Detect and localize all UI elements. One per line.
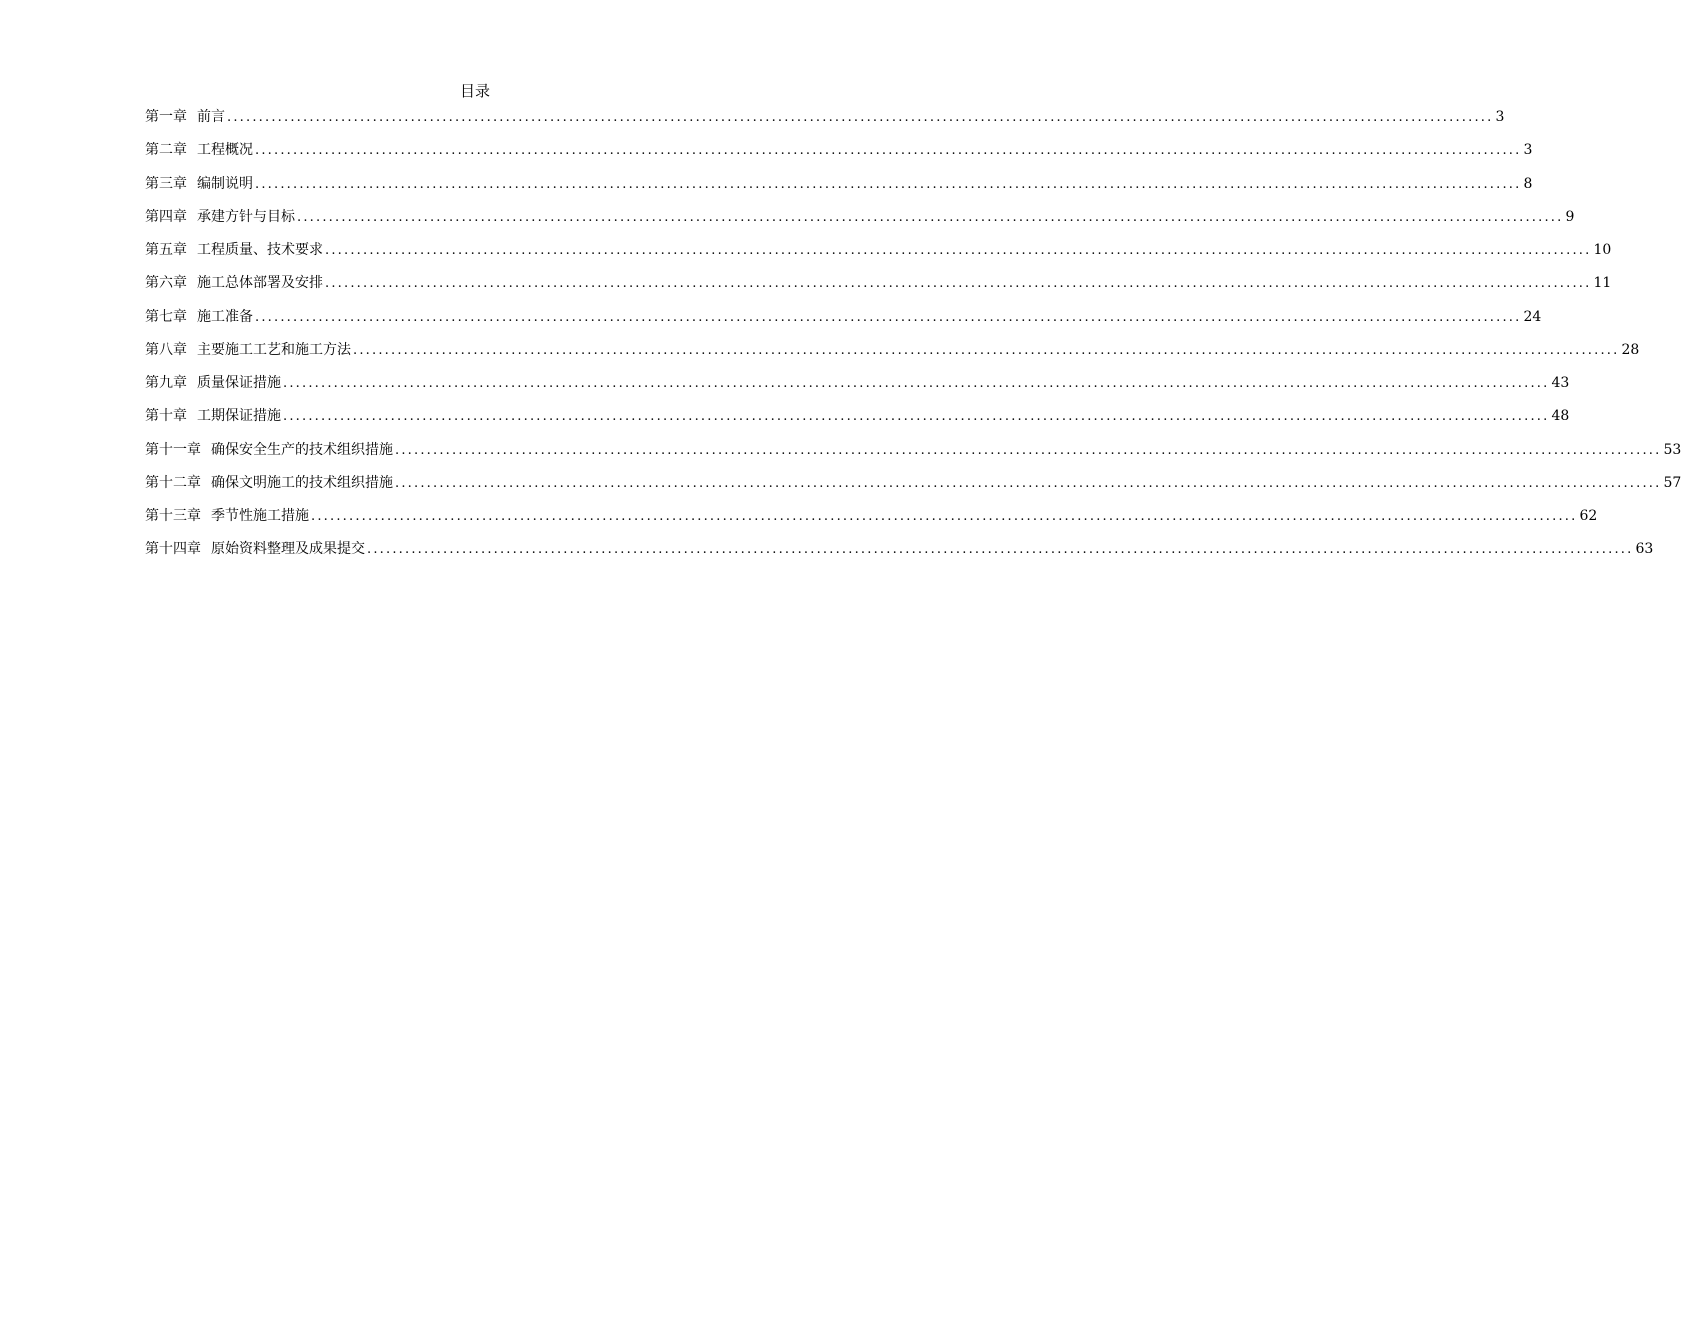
toc-page-number: 9 bbox=[1565, 208, 1575, 225]
toc-chapter-number: 第五章 bbox=[145, 242, 187, 258]
toc-chapter-number: 第十四章 bbox=[145, 541, 201, 558]
toc-dot-leader: ........................................................................................................................................................................................................ bbox=[395, 475, 1662, 491]
toc-entry[interactable] bbox=[145, 206, 1575, 239]
toc-dot-leader: ........................................................................................................................................................................................................ bbox=[311, 509, 1578, 524]
toc-entry[interactable] bbox=[145, 339, 1640, 372]
toc-chapter-title: 季节性施工措施 bbox=[211, 508, 309, 524]
toc-page-number: 8 bbox=[1523, 175, 1533, 192]
toc-page-number: 48 bbox=[1551, 408, 1570, 425]
toc-entry[interactable] bbox=[145, 439, 1681, 472]
toc-dot-leader: ........................................................................................................................................................................................................ bbox=[297, 209, 1564, 225]
toc-entry[interactable] bbox=[145, 173, 1533, 206]
toc-chapter-title: 前言 bbox=[197, 109, 225, 125]
toc-page-number: 43 bbox=[1551, 375, 1570, 391]
toc-entry[interactable] bbox=[145, 272, 1612, 305]
toc-chapter-number: 第七章 bbox=[145, 308, 187, 325]
toc-chapter-number: 第一章 bbox=[145, 109, 187, 125]
toc-list bbox=[145, 106, 1681, 572]
toc-chapter-title: 承建方针与目标 bbox=[197, 208, 295, 225]
toc-page-number: 53 bbox=[1663, 441, 1681, 458]
toc-chapter-number: 第九章 bbox=[145, 375, 187, 391]
toc-page-number: 28 bbox=[1621, 341, 1640, 358]
toc-page-number: 24 bbox=[1523, 308, 1542, 325]
toc-page-number: 63 bbox=[1635, 541, 1654, 558]
toc-chapter-number: 第二章 bbox=[145, 142, 187, 159]
toc-page-number: 3 bbox=[1495, 109, 1505, 125]
toc-entry[interactable] bbox=[145, 239, 1612, 272]
toc-chapter-number: 第十二章 bbox=[145, 474, 201, 491]
toc-entry[interactable] bbox=[145, 538, 1654, 571]
toc-entry[interactable] bbox=[145, 505, 1598, 538]
toc-entry[interactable] bbox=[145, 139, 1533, 172]
toc-title: 目录 bbox=[459, 82, 490, 100]
toc-dot-leader: ........................................................................................................................................................................................................ bbox=[255, 309, 1522, 325]
toc-chapter-title: 工程质量、技术要求 bbox=[197, 242, 323, 258]
toc-dot-leader: ........................................................................................................................................................................................................ bbox=[395, 442, 1662, 458]
toc-dot-leader: ........................................................................................................................................................................................................ bbox=[325, 243, 1592, 258]
toc-entry[interactable] bbox=[145, 372, 1570, 405]
toc-page-number: 57 bbox=[1663, 474, 1681, 491]
toc-chapter-title: 工程概况 bbox=[197, 142, 253, 159]
toc-entry[interactable] bbox=[145, 306, 1542, 339]
toc-page-number: 11 bbox=[1593, 275, 1612, 292]
toc-chapter-number: 第十章 bbox=[145, 408, 187, 425]
toc-chapter-number: 第三章 bbox=[145, 175, 187, 192]
toc-chapter-title: 施工总体部署及安排 bbox=[197, 275, 323, 292]
toc-chapter-number: 第四章 bbox=[145, 208, 187, 225]
toc-page-number: 62 bbox=[1579, 508, 1598, 524]
toc-chapter-number: 第六章 bbox=[145, 275, 187, 292]
toc-dot-leader: ........................................................................................................................................................................................................ bbox=[283, 376, 1550, 391]
toc-chapter-title: 工期保证措施 bbox=[197, 408, 281, 425]
toc-dot-leader: ........................................................................................................................................................................................................ bbox=[255, 176, 1522, 192]
toc-chapter-number: 第十一章 bbox=[145, 441, 201, 458]
toc-chapter-title: 编制说明 bbox=[197, 175, 253, 192]
toc-chapter-title: 确保安全生产的技术组织措施 bbox=[211, 441, 393, 458]
toc-dot-leader: ........................................................................................................................................................................................................ bbox=[283, 409, 1550, 425]
toc-chapter-number: 第十三章 bbox=[145, 508, 201, 524]
toc-entry[interactable] bbox=[145, 472, 1681, 505]
toc-dot-leader: ........................................................................................................................................................................................................ bbox=[227, 110, 1494, 125]
toc-page-number: 3 bbox=[1523, 142, 1533, 159]
toc-dot-leader: ........................................................................................................................................................................................................ bbox=[255, 143, 1522, 159]
toc-chapter-title: 原始资料整理及成果提交 bbox=[211, 541, 365, 558]
toc-entry[interactable] bbox=[145, 106, 1505, 139]
toc-entry[interactable] bbox=[145, 405, 1570, 438]
toc-chapter-title: 确保文明施工的技术组织措施 bbox=[211, 474, 393, 491]
toc-dot-leader: ........................................................................................................................................................................................................ bbox=[353, 342, 1620, 358]
toc-dot-leader: ........................................................................................................................................................................................................ bbox=[367, 542, 1634, 558]
toc-page-number: 10 bbox=[1593, 242, 1612, 258]
toc-dot-leader: ........................................................................................................................................................................................................ bbox=[325, 276, 1592, 292]
toc-chapter-title: 施工准备 bbox=[197, 308, 253, 325]
toc-chapter-number: 第八章 bbox=[145, 341, 187, 358]
toc-chapter-title: 质量保证措施 bbox=[197, 375, 281, 391]
toc-chapter-title: 主要施工工艺和施工方法 bbox=[197, 341, 351, 358]
